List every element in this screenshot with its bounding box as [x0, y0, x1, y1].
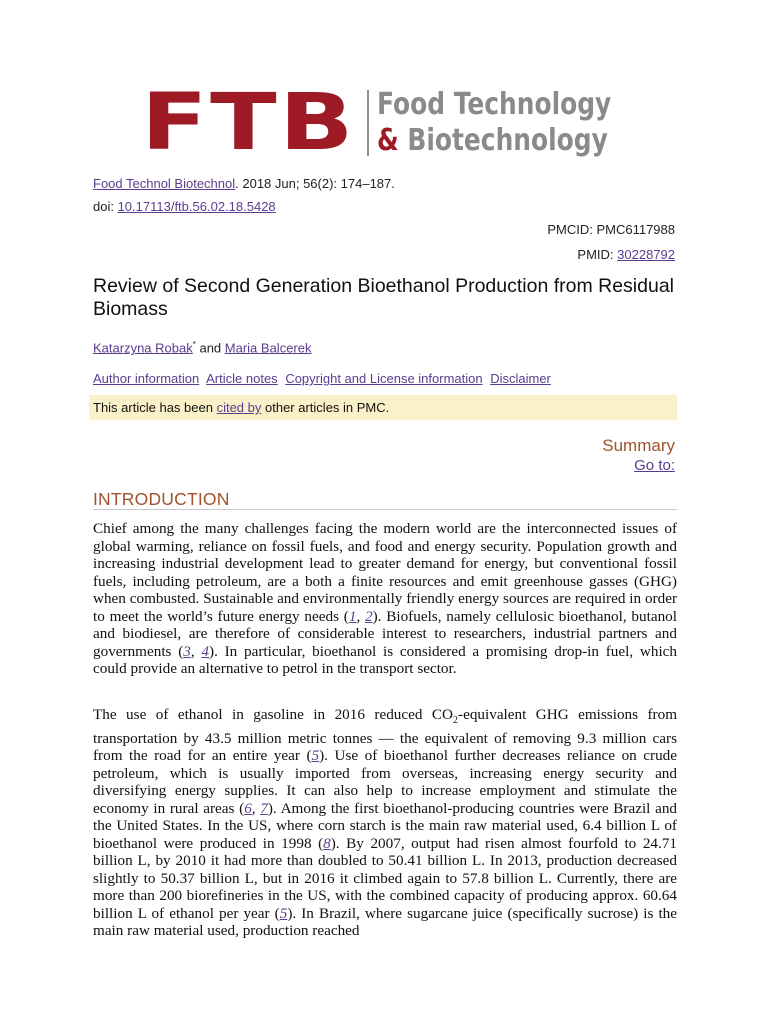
cited-by-suffix: other articles in PMC. [261, 400, 390, 415]
para2-text-2: -equivalent GHG emissions from transportation by 43.5 million metric tonnes — the equivalent of removing 9.3 million cars from the road for an entire year ( [93, 706, 678, 765]
ref-separator: , [190, 642, 202, 660]
citation-details: . 2018 Jun; 56(2): 174–187. [235, 176, 395, 191]
doi-label: doi: [93, 199, 118, 214]
author-link-robak[interactable]: Katarzyna Robak [93, 340, 193, 356]
reference-link-2[interactable]: 2 [365, 607, 373, 625]
reference-link-5b[interactable]: 5 [279, 904, 288, 922]
introduction-section-header [93, 489, 677, 510]
pmcid-line: PMCID: PMC6117988 [547, 222, 675, 237]
reference-link-3[interactable]: 3 [183, 642, 191, 660]
reference-link-5[interactable]: 5 [311, 747, 320, 765]
co2-subscript: 2 [453, 715, 459, 727]
para2-text-6: ). In Brazil, where sugarcane juice (specifically sucrose) is the main raw material used, production reached [93, 904, 677, 940]
article-title: Review of Second Generation Bioethanol Production from Residual Biomass [93, 275, 675, 320]
logo-ampersand: & [377, 123, 399, 158]
copyright-license-link[interactable]: Copyright and License information [285, 371, 483, 386]
logo-divider [367, 90, 369, 156]
citation-line [93, 176, 395, 192]
para2-text-3: ). Use of bioethanol further decreases reliance on crude petroleum, which is usually imported from overseas, increasing energy security and diversifying energy supplies. It can also help to increase employment and stimulate the economy in rural areas ( [93, 747, 678, 817]
goto-link[interactable]: Go to: [634, 457, 675, 474]
pmid-link[interactable]: 30228792 [617, 247, 675, 262]
cited-by-notice [89, 395, 677, 420]
para2-text-1: The use of ethanol in gasoline in 2016 reduced CO [93, 706, 454, 723]
para1-text-3: ). In particular, bioethanol is considered a promising drop-in fuel, which could provide an alternative to petrol in the transport sector. [93, 642, 678, 677]
reference-link-8[interactable]: 8 [323, 834, 331, 852]
article-notes-link[interactable]: Article notes [206, 371, 278, 386]
logo-wordmark-line1: Food Technology [377, 87, 612, 122]
logo-ftb-mark: FTB [141, 78, 356, 168]
intro-paragraph-2 [93, 706, 677, 940]
cited-by-prefix: This article has been [93, 400, 217, 415]
para2-text-4: ). Among the first bioethanol-producing countries were Brazil and the United States. In the US, where corn starch is the main raw material used, 6.4 billion L of bioethanol were produced in 1998 ( [93, 799, 678, 852]
intro-paragraph-1 [93, 520, 677, 678]
reference-link-6[interactable]: 6 [244, 799, 252, 817]
para2-text-5: ). By 2007, output had risen almost fourfold to 24.71 billion L, by 2010 it had more than doubled to 50.41 billion L. In 2013, production decreased slightly to 50.37 billion L, but in 2016 it climbed again to 57.8 billion L. Currently, there are more than 200 biorefineries in the US, with the combined capacity of producing approx. 60.64 billion L of ethanol per year ( [93, 834, 678, 922]
logo-wordmark-line2 [377, 123, 608, 159]
corresponding-author-mark: * [192, 340, 196, 349]
author-list [93, 337, 311, 356]
logo-wordmark-line2-text: Biotechnology [398, 123, 608, 158]
para1-text-2: ). Biofuels, namely cellulosic bioethanol, butanol and biodiesel, are therefore of considerable interest to researchers, industrial partners and governments ( [93, 607, 677, 660]
para1-text-1: Chief among the many challenges facing the modern world are the interconnected issues of global warming, reliance on fossil fuels, and food and energy security. Population growth and increasing industrial development lead to greater demand for energy, but conventional fossil fuels, including petroleum, are a both a finite resources and emit greenhouse gasses (GHG) when combusted. Sustainable and environmentally friendly energy sources are required in order to meet the world’s future energy needs ( [93, 520, 677, 625]
author-link-balcerek[interactable]: Maria Balcerek [224, 340, 312, 356]
journal-link[interactable]: Food Technol Biotechnol [93, 176, 236, 191]
reference-link-7[interactable]: 7 [260, 799, 268, 817]
article-info-links [93, 371, 555, 387]
journal-logo [141, 78, 631, 168]
reference-link-1[interactable]: 1 [348, 607, 357, 625]
section-title: INTRODUCTION [93, 489, 230, 509]
doi-line [93, 199, 276, 215]
cited-by-link[interactable]: cited by [216, 400, 262, 415]
summary-heading: Summary [602, 436, 675, 455]
author-separator: and [195, 340, 225, 356]
pmid-line [577, 247, 675, 263]
author-information-link[interactable]: Author information [93, 371, 200, 386]
ref-separator: , [251, 799, 261, 817]
pmid-label: PMID: [577, 247, 618, 262]
disclaimer-link[interactable]: Disclaimer [490, 371, 551, 386]
reference-link-4[interactable]: 4 [201, 642, 210, 660]
ref-separator: , [356, 607, 366, 625]
doi-link[interactable]: 10.17113/ftb.56.02.18.5428 [117, 199, 276, 214]
